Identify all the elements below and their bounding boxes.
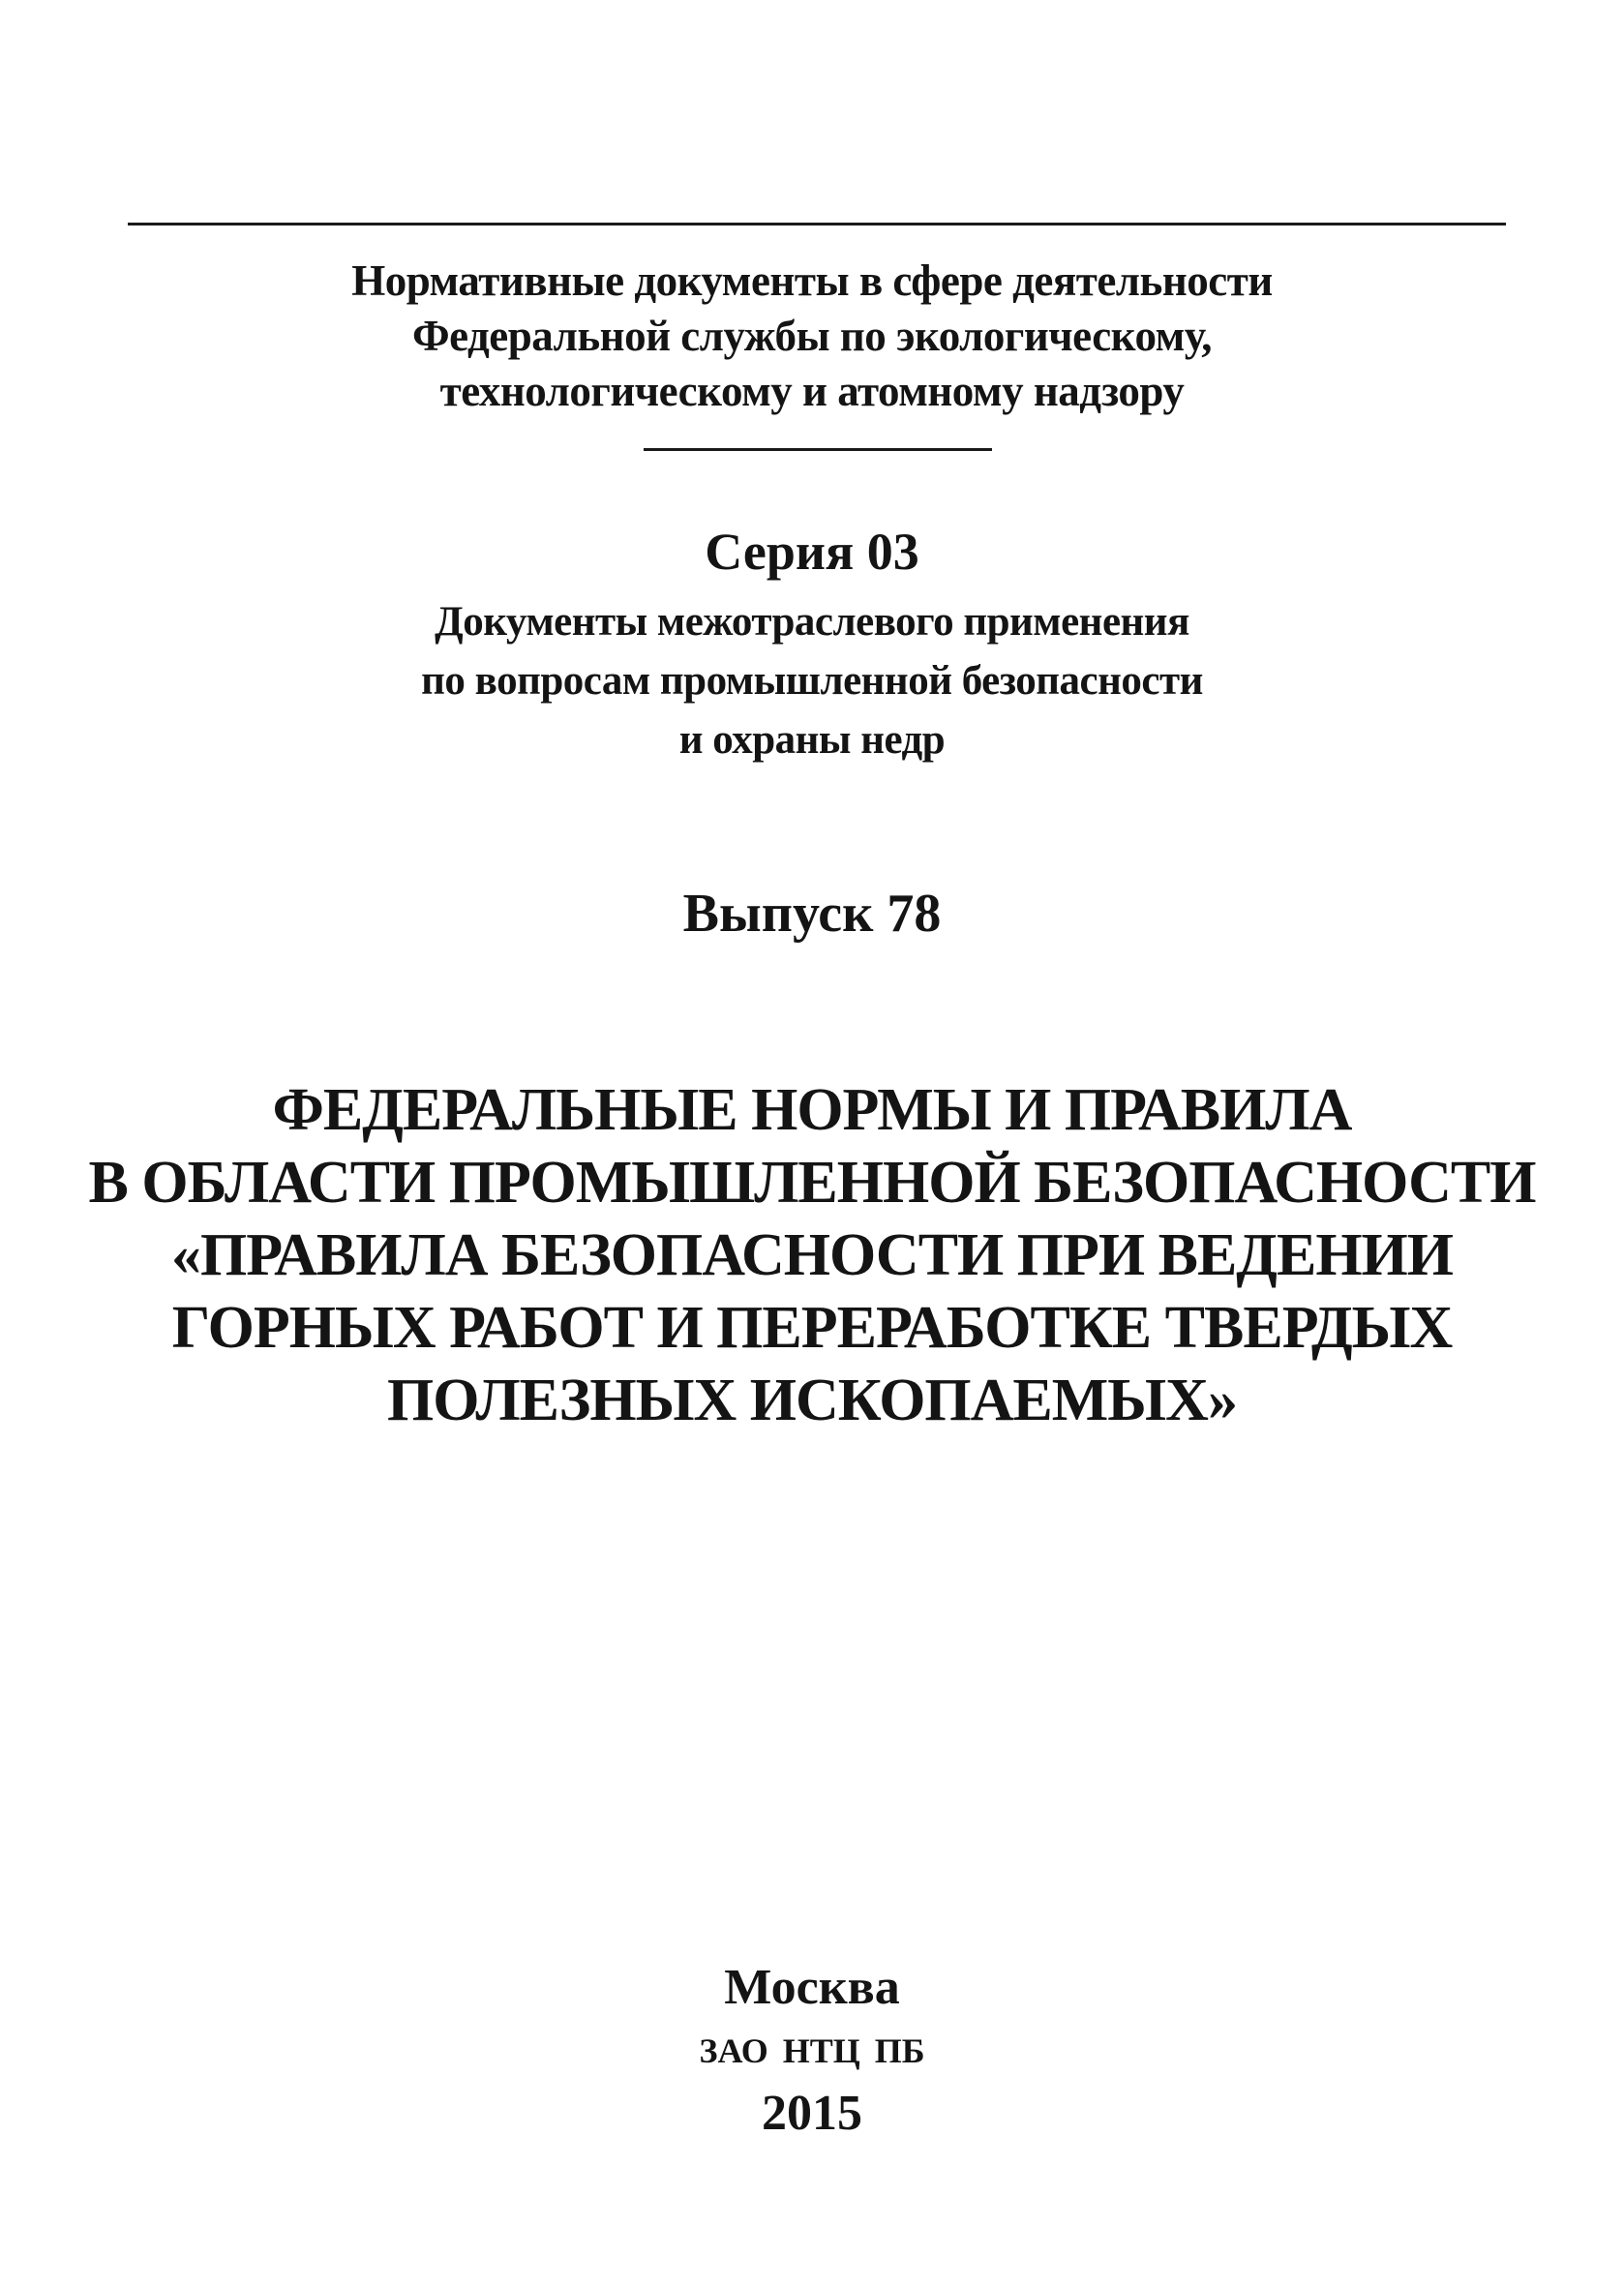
header-line: Федеральной службы по экологическому, [411, 312, 1213, 360]
series-description-line: по вопросам промышленной безопасности [421, 658, 1203, 704]
header-divider [644, 448, 992, 451]
imprint-city: Москва [724, 1960, 900, 2015]
document-title [0, 1074, 1624, 1437]
issue-number: Выпуск 78 [682, 884, 942, 944]
series-title: Серия 03 [705, 523, 919, 581]
document-title-line: ПОЛЕЗНЫХ ИСКОПАЕМЫХ» [387, 1368, 1237, 1433]
imprint-year: 2015 [762, 2086, 862, 2141]
top-rule [128, 223, 1506, 226]
document-title-line: В ОБЛАСТИ ПРОМЫШЛЕННОЙ БЕЗОПАСНОСТИ [88, 1150, 1536, 1216]
agency-header [0, 254, 1624, 419]
header-line: Нормативные документы в сфере деятельности [351, 256, 1273, 305]
series-description-line: Документы межотраслевого применения [435, 599, 1189, 645]
series-description-line: и охраны недр [678, 717, 946, 763]
imprint-publisher: ЗАО НТЦ ПБ [699, 2031, 925, 2070]
document-title-line: ФЕДЕРАЛЬНЫЕ НОРМЫ И ПРАВИЛА [272, 1077, 1352, 1143]
header-line: технологическому и атомному надзору [439, 367, 1185, 415]
series-description [0, 592, 1624, 769]
document-title-line: «ПРАВИЛА БЕЗОПАСНОСТИ ПРИ ВЕДЕНИИ [170, 1222, 1453, 1288]
document-title-line: ГОРНЫХ РАБОТ И ПЕРЕРАБОТКЕ ТВЕРДЫХ [171, 1295, 1453, 1361]
